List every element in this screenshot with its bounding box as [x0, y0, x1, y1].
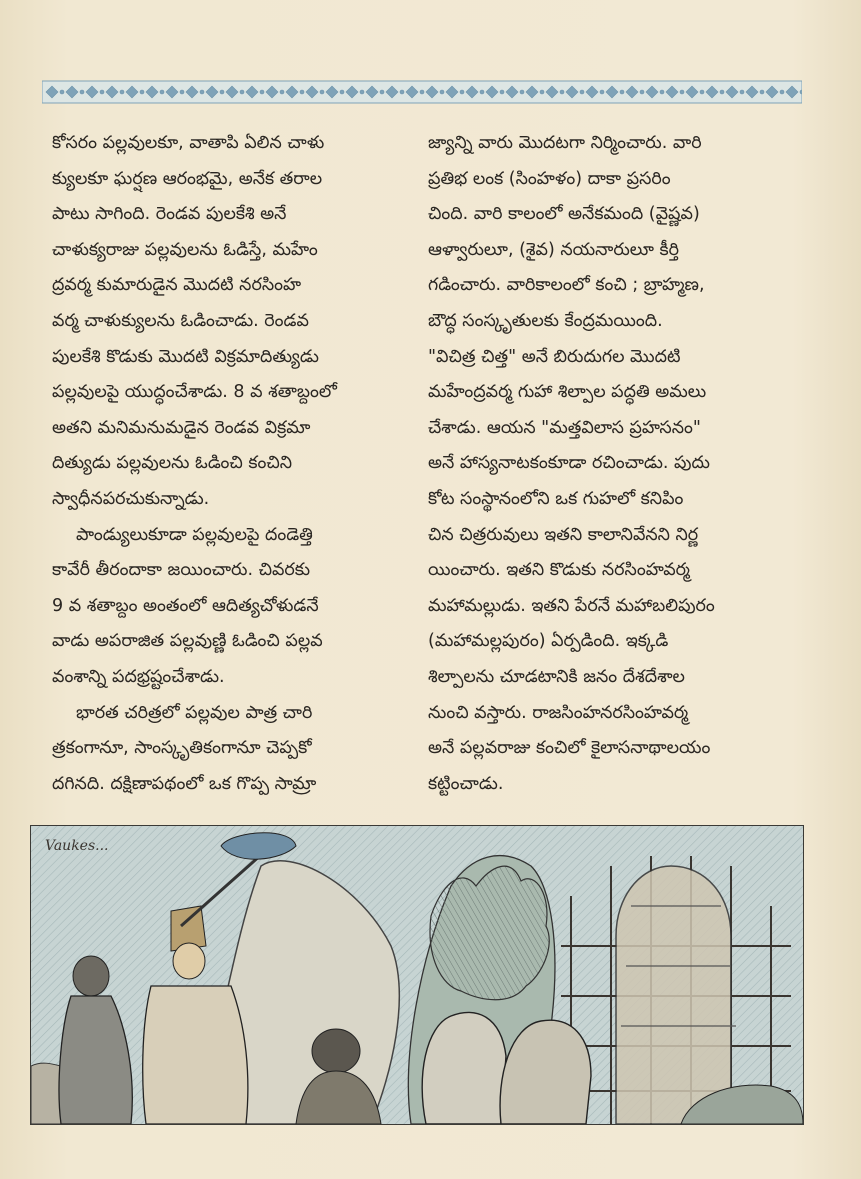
border-dot: [440, 90, 444, 94]
border-dot: [60, 90, 64, 94]
border-dot: [660, 90, 664, 94]
text-column-left: [52, 126, 422, 802]
border-dot: [560, 90, 564, 94]
border-dot: [540, 90, 544, 94]
border-dot: [220, 90, 224, 94]
border-dot: [300, 90, 304, 94]
illustration-drawing: [31, 826, 803, 1124]
border-dot: [320, 90, 324, 94]
border-dot: [620, 90, 624, 94]
paragraph: కోసరం పల్లవులకూ, వాతాపి ఏలిన చాళు క్యులకూ ఘర్షణ ఆరంభమై, అనేక తరాల పాటు సాగింది. రెండవ పులకేశి అనే చాళుక్యరాజు పల్లవులను ఓడిస్తే, మహేం ద్రవర్మ కుమారుడైన మొదటి నరసింహ వర్మ చాళుక్యులను ఓడించాడు. రెండవ పులకేశి కొడుకు మొదటి విక్రమాదిత్యుడు పల్లవులపై యుద్ధంచేశాడు. 8 వ శతాబ్దంలో అతని మనిమనుమడైన రెండవ విక్రమా దిత్యుడు పల్లవులను ఓడించి కంచిని స్వాధీనపరచుకున్నాడు.: [52, 133, 337, 509]
border-dot: [680, 90, 684, 94]
border-dot: [80, 90, 84, 94]
border-dot: [600, 90, 604, 94]
temple-construction-illustration: [30, 825, 804, 1125]
border-dot: [140, 90, 144, 94]
paragraph: జ్యాన్ని వారు మొదటగా నిర్మించారు. వారి ప్రతిభ లంక (సింహళం) దాకా ప్రసరిం చింది. వారి కాలంలో అనేకమంది (వైష్ణవ) ఆళ్వారులూ, (శైవ) నయనారులూ కీర్తి గడించారు. వారికాలంలో కంచి ; బ్రాహ్మణ, బౌద్ధ సంస్కృతులకు కేంద్రమయింది. "విచిత్ర చిత్త" అనే బిరుదుగల మొదటి మహేంద్రవర్మ గుహా శిల్పాల పద్ధతి అమలు చేశాడు. ఆయన "మత్తవిలాస ప్రహసనం" అనే హాస్యనాటకంకూడా రచించాడు. పుదు కోట సంస్థానంలోని ఒక గుహలో కనిపిం చిన చిత్రరువులు ఇతని కాలానివేనని నిర్ణ యించారు. ఇతని కొడుకు నరసింహవర్మ మహామల్లుడు. ఇతని పేరనే మహాబలిపురం (మహామల్లపురం) ఏర్పడింది. ఇక్కడి శిల్పాలను చూడటానికి జనం దేశదేశాల నుంచి వస్తారు. రాజసింహనరసింహవర్మ అనే పల్లవరాజు కంచిలో కైలాసనాథాలయం కట్టించాడు.: [428, 133, 715, 794]
artist-signature: Vaukes...: [45, 838, 109, 854]
border-dot: [500, 90, 504, 94]
border-dot: [360, 90, 364, 94]
text-column-right: [428, 126, 798, 802]
border-dot: [760, 90, 764, 94]
border-dot: [700, 90, 704, 94]
border-dot: [580, 90, 584, 94]
paragraph: భారత చరిత్రలో పల్లవుల పాత్ర చారి త్రకంగానూ, సాంస్కృతికంగానూ చెప్పకో దగినది. దక్షిణాపథంలో ఒక గొప్ప సామ్రా: [52, 702, 317, 794]
border-dot: [800, 90, 802, 94]
border-dot: [720, 90, 724, 94]
border-dot: [480, 90, 484, 94]
border-dot: [260, 90, 264, 94]
border-dot: [200, 90, 204, 94]
border-dot: [400, 90, 404, 94]
border-dot: [340, 90, 344, 94]
paragraph: పాండ్యులుకూడా పల్లవులపై దండెత్తి కావేరీ తీరందాకా జయించారు. చివరకు 9 వ శతాబ్దం అంతంలో ఆదిత్యచోళుడనే వాడు అపరాజిత పల్లవుణ్ణి ఓడించి పల్లవ వంశాన్ని పదభ్రష్టంచేశాడు.: [52, 524, 323, 687]
border-dot: [180, 90, 184, 94]
border-dot: [420, 90, 424, 94]
border-dot: [640, 90, 644, 94]
border-dot: [240, 90, 244, 94]
border-dot: [780, 90, 784, 94]
border-dot: [100, 90, 104, 94]
decorative-border: [42, 78, 802, 106]
border-dot: [120, 90, 124, 94]
border-dot: [160, 90, 164, 94]
border-dot: [740, 90, 744, 94]
border-dot: [460, 90, 464, 94]
border-dot: [520, 90, 524, 94]
border-dot: [280, 90, 284, 94]
border-dot: [380, 90, 384, 94]
